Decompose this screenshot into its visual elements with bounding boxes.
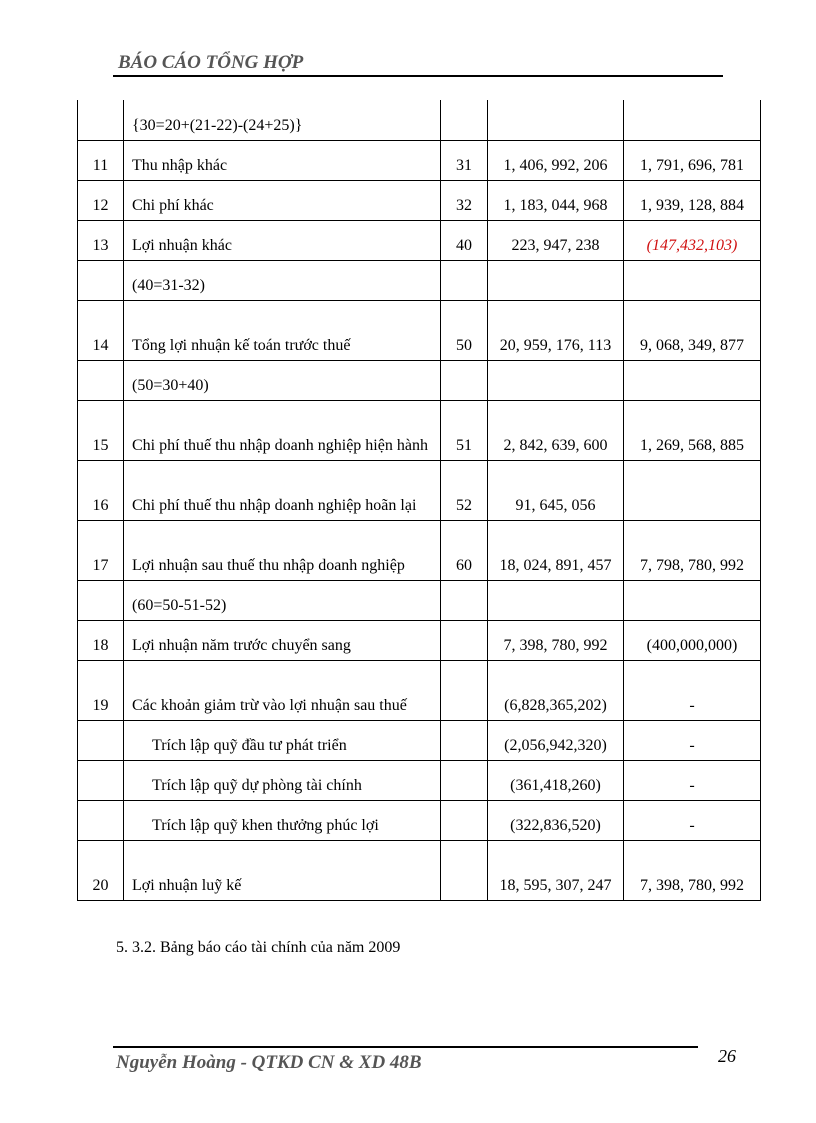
- value-current-year: (6,828,365,202): [488, 660, 624, 720]
- footer-divider: [113, 1046, 698, 1048]
- row-number: 18: [78, 620, 124, 660]
- value-prior-year: (400,000,000): [624, 620, 761, 660]
- row-label: (60=50-51-52): [124, 580, 441, 620]
- row-code: [441, 260, 488, 300]
- row-label: Tổng lợi nhuận kế toán trước thuế: [124, 300, 441, 360]
- value-prior-year: 1, 269, 568, 885: [624, 400, 761, 460]
- value-prior-year: [624, 460, 761, 520]
- footer-author: Nguyễn Hoàng - QTKD CN & XD 48B: [116, 1052, 422, 1073]
- row-label: Thu nhập khác: [124, 140, 441, 180]
- value-current-year: 20, 959, 176, 113: [488, 300, 624, 360]
- value-current-year: [488, 100, 624, 140]
- row-label: Chi phí khác: [124, 180, 441, 220]
- table-row: [78, 220, 761, 260]
- row-number: 17: [78, 520, 124, 580]
- value-current-year: [488, 360, 624, 400]
- value-prior-year: [624, 100, 761, 140]
- row-number: [78, 720, 124, 760]
- row-code: [441, 660, 488, 720]
- row-number: 15: [78, 400, 124, 460]
- value-prior-year: -: [624, 800, 761, 840]
- row-label: Lợi nhuận sau thuế thu nhập doanh nghiệp: [124, 520, 441, 580]
- row-label: Lợi nhuận năm trước chuyển sang: [124, 620, 441, 660]
- row-label: Trích lập quỹ dự phòng tài chính: [124, 760, 441, 800]
- value-current-year: [488, 260, 624, 300]
- income-statement-table: [77, 100, 761, 901]
- value-prior-year: 1, 791, 696, 781: [624, 140, 761, 180]
- value-prior-year: 9, 068, 349, 877: [624, 300, 761, 360]
- row-label: Trích lập quỹ đầu tư phát triển: [124, 720, 441, 760]
- row-number: 13: [78, 220, 124, 260]
- row-number: [78, 760, 124, 800]
- value-current-year: 18, 024, 891, 457: [488, 520, 624, 580]
- value-current-year: 1, 183, 044, 968: [488, 180, 624, 220]
- value-current-year: (322,836,520): [488, 800, 624, 840]
- value-current-year: 91, 645, 056: [488, 460, 624, 520]
- row-code: 51: [441, 400, 488, 460]
- value-prior-year: [624, 260, 761, 300]
- row-number: 11: [78, 140, 124, 180]
- value-current-year: 1, 406, 992, 206: [488, 140, 624, 180]
- header-divider: [113, 75, 723, 77]
- table-row: [78, 520, 761, 580]
- page-number: 26: [718, 1046, 736, 1066]
- table-row: [78, 720, 761, 760]
- page-header-title: BÁO CÁO TỔNG HỢP: [118, 52, 304, 73]
- table-row: [78, 140, 761, 180]
- row-number: [78, 580, 124, 620]
- row-code: 40: [441, 220, 488, 260]
- value-prior-year: 7, 398, 780, 992: [624, 840, 761, 900]
- row-number: [78, 800, 124, 840]
- table-row: [78, 760, 761, 800]
- row-number: [78, 260, 124, 300]
- value-prior-year: [624, 360, 761, 400]
- row-code: 32: [441, 180, 488, 220]
- value-prior-year: [624, 580, 761, 620]
- row-number: 12: [78, 180, 124, 220]
- row-code: [441, 360, 488, 400]
- value-current-year: [488, 580, 624, 620]
- row-number: [78, 100, 124, 140]
- row-number: 19: [78, 660, 124, 720]
- row-code: [441, 580, 488, 620]
- row-label: (50=30+40): [124, 360, 441, 400]
- table-row: [78, 460, 761, 520]
- row-code: [441, 840, 488, 900]
- table-row: [78, 580, 761, 620]
- value-current-year: (361,418,260): [488, 760, 624, 800]
- table-row: [78, 400, 761, 460]
- table-row: [78, 180, 761, 220]
- row-label: Trích lập quỹ khen thưởng phúc lợi: [124, 800, 441, 840]
- section-heading: 5. 3.2. Bảng báo cáo tài chính của năm 2009: [116, 939, 401, 956]
- row-label: {30=20+(21-22)-(24+25)}: [124, 100, 441, 140]
- value-current-year: 2, 842, 639, 600: [488, 400, 624, 460]
- row-label: Chi phí thuế thu nhập doanh nghiệp hiện hành: [124, 400, 441, 460]
- row-code: 60: [441, 520, 488, 580]
- row-number: 16: [78, 460, 124, 520]
- value-prior-year: 1, 939, 128, 884: [624, 180, 761, 220]
- row-label: Các khoản giảm trừ vào lợi nhuận sau thuế: [124, 660, 441, 720]
- value-current-year: 18, 595, 307, 247: [488, 840, 624, 900]
- row-number: 14: [78, 300, 124, 360]
- row-number: 20: [78, 840, 124, 900]
- table-row: [78, 620, 761, 660]
- row-code: 31: [441, 140, 488, 180]
- row-label: Chi phí thuế thu nhập doanh nghiệp hoãn lại: [124, 460, 441, 520]
- table-row: [78, 100, 761, 140]
- row-label: Lợi nhuận luỹ kế: [124, 840, 441, 900]
- row-code: 52: [441, 460, 488, 520]
- row-code: [441, 720, 488, 760]
- value-prior-year: -: [624, 660, 761, 720]
- row-code: [441, 760, 488, 800]
- value-current-year: 223, 947, 238: [488, 220, 624, 260]
- value-prior-year: 7, 798, 780, 992: [624, 520, 761, 580]
- row-number: [78, 360, 124, 400]
- value-prior-year: -: [624, 720, 761, 760]
- row-code: [441, 620, 488, 660]
- row-label: Lợi nhuận khác: [124, 220, 441, 260]
- row-code: 50: [441, 300, 488, 360]
- table-row: [78, 260, 761, 300]
- table-row: [78, 360, 761, 400]
- row-code: [441, 800, 488, 840]
- value-current-year: 7, 398, 780, 992: [488, 620, 624, 660]
- value-prior-year-negative: (147,432,103): [624, 220, 761, 260]
- table-row: [78, 840, 761, 900]
- row-code: [441, 100, 488, 140]
- table-row: [78, 300, 761, 360]
- value-prior-year: -: [624, 760, 761, 800]
- table-row: [78, 660, 761, 720]
- value-current-year: (2,056,942,320): [488, 720, 624, 760]
- row-label: (40=31-32): [124, 260, 441, 300]
- table-row: [78, 800, 761, 840]
